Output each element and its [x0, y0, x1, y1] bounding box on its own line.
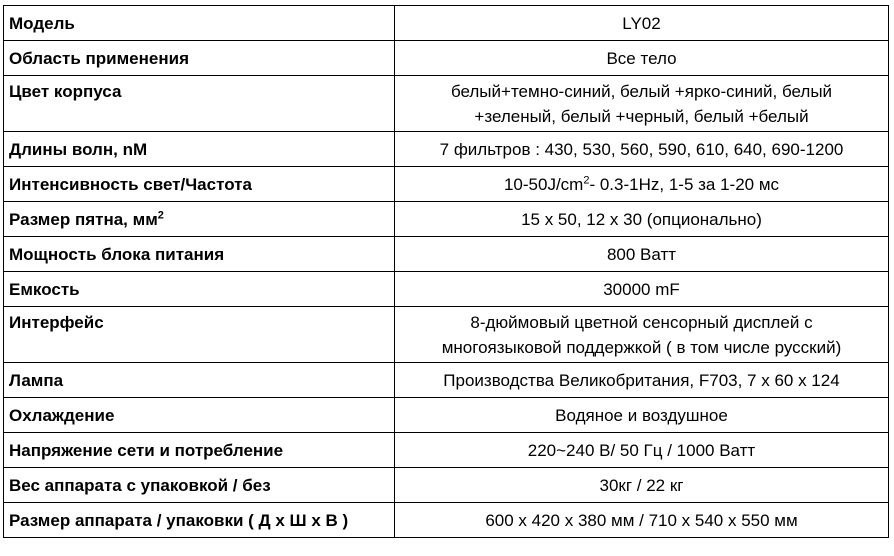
row-value-lamp: Производства Великобритания, F703, 7 x 60 x 124: [395, 363, 889, 398]
table-row: [4, 132, 889, 167]
value-text: 10-50J/cm: [503, 174, 584, 194]
value-line: +зеленый, белый +черный, белый +белый: [474, 107, 809, 126]
row-label-spot-size: [4, 202, 395, 237]
row-value-dimensions: 600 x 420 x 380 мм / 710 x 540 x 550 мм: [395, 503, 889, 538]
spec-table: [3, 5, 889, 538]
row-label-model: Модель: [4, 6, 395, 41]
row-value-weight: 30кг / 22 кг: [395, 468, 889, 503]
row-value-cooling: Водяное и воздушное: [395, 398, 889, 433]
row-value-wavelengths: 7 фильтров : 430, 530, 560, 590, 610, 640, 690-1200: [395, 132, 889, 167]
row-value-power: 800 Ватт: [395, 237, 889, 272]
table-row: [4, 307, 889, 363]
value-line: многоязыковой поддержкой ( в том числе русский): [441, 338, 842, 357]
row-label-weight: Вес аппарата с упаковкой / без: [4, 468, 395, 503]
value-text: - 0.3-1Hz, 1-5 за 1-20 мс: [589, 174, 780, 194]
table-row: [4, 433, 889, 468]
row-label-lamp: Лампа: [4, 363, 395, 398]
table-row: [4, 41, 889, 76]
row-value-spot-size: 15 x 50, 12 x 30 (опционально): [395, 202, 889, 237]
table-row: [4, 503, 889, 538]
row-value-voltage: 220~240 В/ 50 Гц / 1000 Ватт: [395, 433, 889, 468]
table-row: [4, 468, 889, 503]
row-label-cooling: Охлаждение: [4, 398, 395, 433]
superscript: 2: [157, 208, 164, 221]
row-value-body-color: [395, 76, 889, 132]
table-row: [4, 167, 889, 202]
row-label-capacity: Емкость: [4, 272, 395, 307]
superscript: 2: [583, 173, 590, 186]
table-row: [4, 398, 889, 433]
table-row: [4, 363, 889, 398]
row-label-application: Область применения: [4, 41, 395, 76]
row-label-voltage: Напряжение сети и потребление: [4, 433, 395, 468]
value-line: 8-дюймовый цветной сенсорный дисплей с: [470, 313, 813, 332]
row-value-capacity: 30000 mF: [395, 272, 889, 307]
row-value-intensity: [395, 167, 889, 202]
value-line: белый+темно-синий, белый +ярко-синий, белый: [450, 82, 833, 101]
row-value-model: LY02: [395, 6, 889, 41]
row-value-application: Все тело: [395, 41, 889, 76]
row-label-body-color: Цвет корпуса: [4, 76, 395, 132]
table-row: [4, 76, 889, 132]
table-row: [4, 202, 889, 237]
table-row: [4, 237, 889, 272]
row-label-wavelengths: Длины волн, nM: [4, 132, 395, 167]
row-label-intensity: Интенсивность свет/Частота: [4, 167, 395, 202]
label-text: Размер пятна, мм: [9, 209, 158, 229]
table-row: [4, 6, 889, 41]
row-value-interface: [395, 307, 889, 363]
row-label-power: Мощность блока питания: [4, 237, 395, 272]
row-label-dimensions: Размер аппарата / упаковки ( Д х Ш х В ): [4, 503, 395, 538]
row-label-interface: Интерфейс: [4, 307, 395, 363]
table-row: [4, 272, 889, 307]
